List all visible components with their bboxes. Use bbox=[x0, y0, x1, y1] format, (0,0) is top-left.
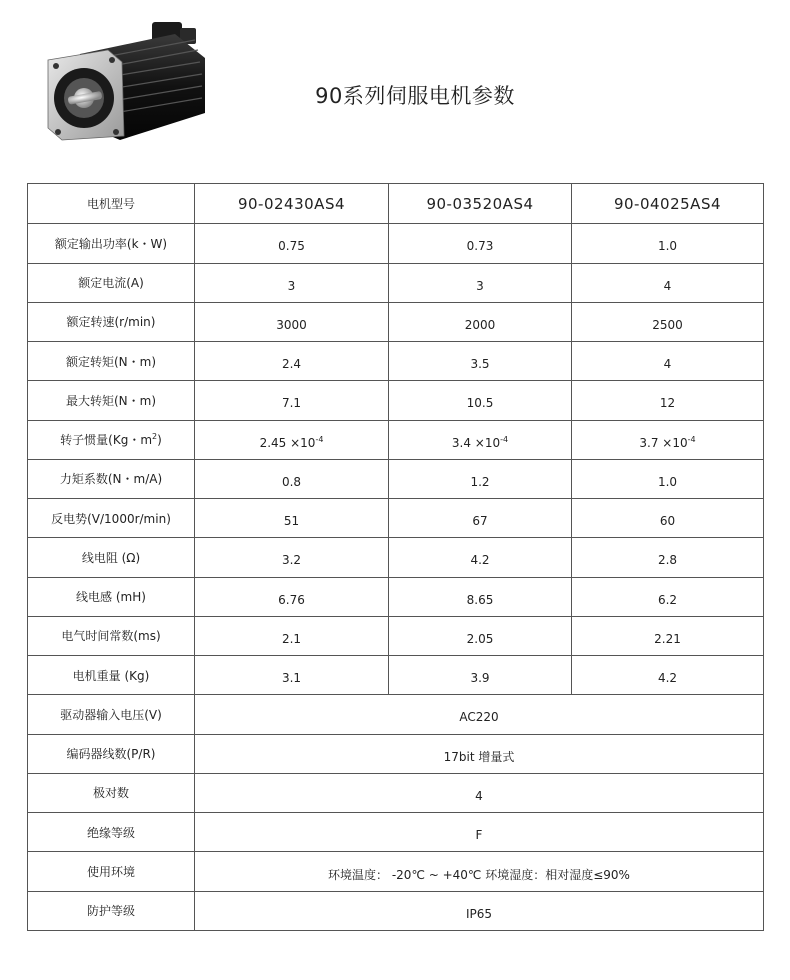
table-row bbox=[28, 813, 764, 852]
row-value: 3.2 bbox=[195, 538, 389, 577]
merged-value: IP65 bbox=[195, 891, 764, 930]
table-row bbox=[28, 852, 764, 891]
row-value: 8.65 bbox=[389, 577, 572, 616]
row-label: 转子惯量(Kg・$m^2$) bbox=[28, 420, 195, 459]
table-row bbox=[28, 538, 764, 577]
row-value: 4.2 bbox=[389, 538, 572, 577]
row-value: 3 bbox=[389, 263, 572, 302]
table-row bbox=[28, 616, 764, 655]
row-value: 10.5 bbox=[389, 381, 572, 420]
row-value: 0.75 bbox=[195, 224, 389, 263]
merged-value: 4 bbox=[195, 773, 764, 812]
header-label: 电机型号 bbox=[28, 184, 195, 224]
row-label: 最大转矩(N・m) bbox=[28, 381, 195, 420]
row-label: 额定转速(r/min) bbox=[28, 302, 195, 341]
row-value: 60 bbox=[572, 499, 764, 538]
table-row bbox=[28, 734, 764, 773]
row-value: 6.2 bbox=[572, 577, 764, 616]
row-value: $2.45 \times 10^{-4}$ bbox=[195, 420, 389, 459]
merged-value: AC220 bbox=[195, 695, 764, 734]
table-row bbox=[28, 381, 764, 420]
merged-value: F bbox=[195, 813, 764, 852]
table-row bbox=[28, 656, 764, 695]
table-row bbox=[28, 577, 764, 616]
row-label: 额定电流(A) bbox=[28, 263, 195, 302]
spec-table bbox=[27, 183, 764, 931]
row-label: 极对数 bbox=[28, 773, 195, 812]
row-value: 1.0 bbox=[572, 224, 764, 263]
row-label: 使用环境 bbox=[28, 852, 195, 891]
row-value: 2.1 bbox=[195, 616, 389, 655]
row-label: 线电感 (mH) bbox=[28, 577, 195, 616]
row-label: 力矩系数(N・m/A) bbox=[28, 459, 195, 498]
page-title bbox=[0, 80, 790, 110]
row-value: 4 bbox=[572, 263, 764, 302]
table-row bbox=[28, 342, 764, 381]
row-value: 6.76 bbox=[195, 577, 389, 616]
table-row bbox=[28, 695, 764, 734]
row-label: 绝缘等级 bbox=[28, 813, 195, 852]
row-value: $3.7 \times 10^{-4}$ bbox=[572, 420, 764, 459]
row-label: 电机重量 (Kg) bbox=[28, 656, 195, 695]
row-value: 2.8 bbox=[572, 538, 764, 577]
table-row bbox=[28, 263, 764, 302]
row-value: 3.9 bbox=[389, 656, 572, 695]
row-label: 反电势(V/1000r/min) bbox=[28, 499, 195, 538]
row-value: 2.05 bbox=[389, 616, 572, 655]
row-value: 12 bbox=[572, 381, 764, 420]
row-value: 4.2 bbox=[572, 656, 764, 695]
row-value: 7.1 bbox=[195, 381, 389, 420]
row-value: 3.1 bbox=[195, 656, 389, 695]
row-value: 67 bbox=[389, 499, 572, 538]
merged-value: 环境温度： -20℃ ~ +40℃ 环境湿度：相对湿度≤90% bbox=[195, 852, 764, 891]
row-value: 2.21 bbox=[572, 616, 764, 655]
row-label: 电气时间常数(ms) bbox=[28, 616, 195, 655]
model-name: 90-03520AS4 bbox=[389, 184, 572, 224]
row-value: $3.4 \times 10^{-4}$ bbox=[389, 420, 572, 459]
row-label: 防护等级 bbox=[28, 891, 195, 930]
row-label: 线电阻 (Ω) bbox=[28, 538, 195, 577]
table-row bbox=[28, 224, 764, 263]
table-row bbox=[28, 499, 764, 538]
row-value: 4 bbox=[572, 342, 764, 381]
table-header-row bbox=[28, 184, 764, 224]
table-row bbox=[28, 459, 764, 498]
page-title-text: 90系列伺服电机参数 bbox=[315, 84, 515, 108]
row-value: 3000 bbox=[195, 302, 389, 341]
merged-value: 17bit 增量式 bbox=[195, 734, 764, 773]
table-row bbox=[28, 773, 764, 812]
row-value: 1.2 bbox=[389, 459, 572, 498]
row-value: 0.73 bbox=[389, 224, 572, 263]
row-value: 3 bbox=[195, 263, 389, 302]
row-value: 0.8 bbox=[195, 459, 389, 498]
row-label: 额定输出功率(k・W) bbox=[28, 224, 195, 263]
table-row bbox=[28, 420, 764, 459]
row-label: 驱动器输入电压(V) bbox=[28, 695, 195, 734]
row-label: 编码器线数(P/R) bbox=[28, 734, 195, 773]
row-value: 2500 bbox=[572, 302, 764, 341]
row-value: 51 bbox=[195, 499, 389, 538]
row-value: 2000 bbox=[389, 302, 572, 341]
model-name: 90-04025AS4 bbox=[572, 184, 764, 224]
table-row bbox=[28, 891, 764, 930]
row-value: 1.0 bbox=[572, 459, 764, 498]
row-value: 2.4 bbox=[195, 342, 389, 381]
table-row bbox=[28, 302, 764, 341]
row-value: 3.5 bbox=[389, 342, 572, 381]
model-name: 90-02430AS4 bbox=[195, 184, 389, 224]
row-label: 额定转矩(N・m) bbox=[28, 342, 195, 381]
